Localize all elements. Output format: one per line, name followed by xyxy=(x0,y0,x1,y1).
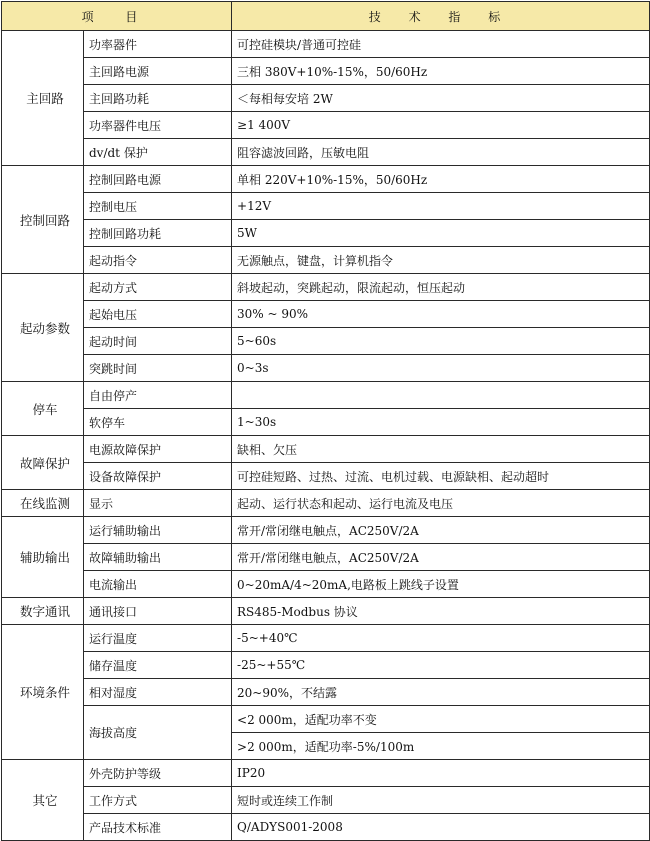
item-cell: 功率器件电压 xyxy=(84,112,232,139)
table-row xyxy=(2,706,650,733)
spec-cell: RS485-Modbus 协议 xyxy=(232,598,650,625)
category-cell: 其它 xyxy=(2,760,84,841)
category-cell: 辅助输出 xyxy=(2,517,84,598)
table-row xyxy=(2,814,650,841)
spec-cell: 0~20mA/4~20mA,电路板上跳线子设置 xyxy=(232,571,650,598)
table-row xyxy=(2,490,650,517)
table-row xyxy=(2,382,650,409)
table-row xyxy=(2,463,650,490)
category-cell: 环境条件 xyxy=(2,625,84,760)
spec-cell: 0~3s xyxy=(232,355,650,382)
table-row xyxy=(2,544,650,571)
item-cell: 工作方式 xyxy=(84,787,232,814)
item-cell: 起动指令 xyxy=(84,247,232,274)
category-cell: 故障保护 xyxy=(2,436,84,490)
spec-table xyxy=(1,1,650,841)
spec-cell: IP20 xyxy=(232,760,650,787)
table-row xyxy=(2,85,650,112)
item-cell: 起动时间 xyxy=(84,328,232,355)
spec-cell: 短时或连续工作制 xyxy=(232,787,650,814)
spec-cell: 三相 380V+10%-15%，50/60Hz xyxy=(232,58,650,85)
item-cell: 产品技术标准 xyxy=(84,814,232,841)
spec-cell: -25~+55℃ xyxy=(232,652,650,679)
table-row xyxy=(2,112,650,139)
table-row xyxy=(2,274,650,301)
table-row xyxy=(2,598,650,625)
table-row xyxy=(2,355,650,382)
spec-cell: 可控硅模块/普通可控硅 xyxy=(232,31,650,58)
item-cell: 主回路功耗 xyxy=(84,85,232,112)
table-row xyxy=(2,301,650,328)
item-cell: 控制回路功耗 xyxy=(84,220,232,247)
item-cell: dv/dt 保护 xyxy=(84,139,232,166)
item-cell: 运行温度 xyxy=(84,625,232,652)
spec-cell: 常开/常闭继电触点，AC250V/2A xyxy=(232,517,650,544)
item-cell: 控制电压 xyxy=(84,193,232,220)
spec-cell: 20~90%，不结露 xyxy=(232,679,650,706)
table-row xyxy=(2,139,650,166)
spec-cell xyxy=(232,382,650,409)
table-row xyxy=(2,679,650,706)
table-row xyxy=(2,625,650,652)
spec-cell: 可控硅短路、过热、过流、电机过载、电源缺相、起动超时 xyxy=(232,463,650,490)
item-cell: 起始电压 xyxy=(84,301,232,328)
spec-cell: 30% ~ 90% xyxy=(232,301,650,328)
header-item: 项 目 xyxy=(2,2,232,31)
spec-cell: 5~60s xyxy=(232,328,650,355)
item-cell: 起动方式 xyxy=(84,274,232,301)
item-cell: 电源故障保护 xyxy=(84,436,232,463)
category-cell: 起动参数 xyxy=(2,274,84,382)
spec-cell: -5~+40℃ xyxy=(232,625,650,652)
item-cell: 故障辅助输出 xyxy=(84,544,232,571)
item-cell: 软停车 xyxy=(84,409,232,436)
category-cell: 在线监测 xyxy=(2,490,84,517)
table-row xyxy=(2,409,650,436)
spec-cell: 阻容滤波回路，压敏电阻 xyxy=(232,139,650,166)
category-cell: 停车 xyxy=(2,382,84,436)
item-cell: 主回路电源 xyxy=(84,58,232,85)
spec-cell: 缺相、欠压 xyxy=(232,436,650,463)
item-cell: 海拔高度 xyxy=(84,706,232,760)
table-row xyxy=(2,328,650,355)
category-cell: 主回路 xyxy=(2,31,84,166)
spec-cell: Q/ADYS001-2008 xyxy=(232,814,650,841)
table-row xyxy=(2,166,650,193)
spec-cell: ≥1 400V xyxy=(232,112,650,139)
spec-cell: ＜每相每安培 2W xyxy=(232,85,650,112)
table-body xyxy=(2,31,650,841)
category-cell: 控制回路 xyxy=(2,166,84,274)
item-cell: 外壳防护等级 xyxy=(84,760,232,787)
item-cell: 运行辅助输出 xyxy=(84,517,232,544)
spec-cell: 斜坡起动，突跳起动，限流起动，恒压起动 xyxy=(232,274,650,301)
table-row xyxy=(2,787,650,814)
table-row xyxy=(2,436,650,463)
spec-cell: <2 000m，适配功率不变 xyxy=(232,706,650,733)
table-row xyxy=(2,220,650,247)
table-header xyxy=(2,2,650,31)
table-row xyxy=(2,571,650,598)
spec-cell: 单相 220V+10%-15%，50/60Hz xyxy=(232,166,650,193)
table-row xyxy=(2,517,650,544)
item-cell: 设备故障保护 xyxy=(84,463,232,490)
table-row xyxy=(2,652,650,679)
item-cell: 突跳时间 xyxy=(84,355,232,382)
item-cell: 通讯接口 xyxy=(84,598,232,625)
spec-cell: 5W xyxy=(232,220,650,247)
spec-cell: 常开/常闭继电触点，AC250V/2A xyxy=(232,544,650,571)
item-cell: 相对湿度 xyxy=(84,679,232,706)
spec-cell: 起动、运行状态和起动、运行电流及电压 xyxy=(232,490,650,517)
table-row xyxy=(2,247,650,274)
header-spec: 技 术 指 标 xyxy=(232,2,650,31)
table-row xyxy=(2,58,650,85)
spec-cell: +12V xyxy=(232,193,650,220)
item-cell: 显示 xyxy=(84,490,232,517)
table-row xyxy=(2,760,650,787)
item-cell: 电流输出 xyxy=(84,571,232,598)
item-cell: 控制回路电源 xyxy=(84,166,232,193)
item-cell: 功率器件 xyxy=(84,31,232,58)
table-row xyxy=(2,193,650,220)
spec-cell: >2 000m，适配功率-5%/100m xyxy=(232,733,650,760)
spec-cell: 无源触点，键盘，计算机指令 xyxy=(232,247,650,274)
item-cell: 储存温度 xyxy=(84,652,232,679)
spec-cell: 1~30s xyxy=(232,409,650,436)
category-cell: 数字通讯 xyxy=(2,598,84,625)
table-row xyxy=(2,31,650,58)
item-cell: 自由停产 xyxy=(84,382,232,409)
